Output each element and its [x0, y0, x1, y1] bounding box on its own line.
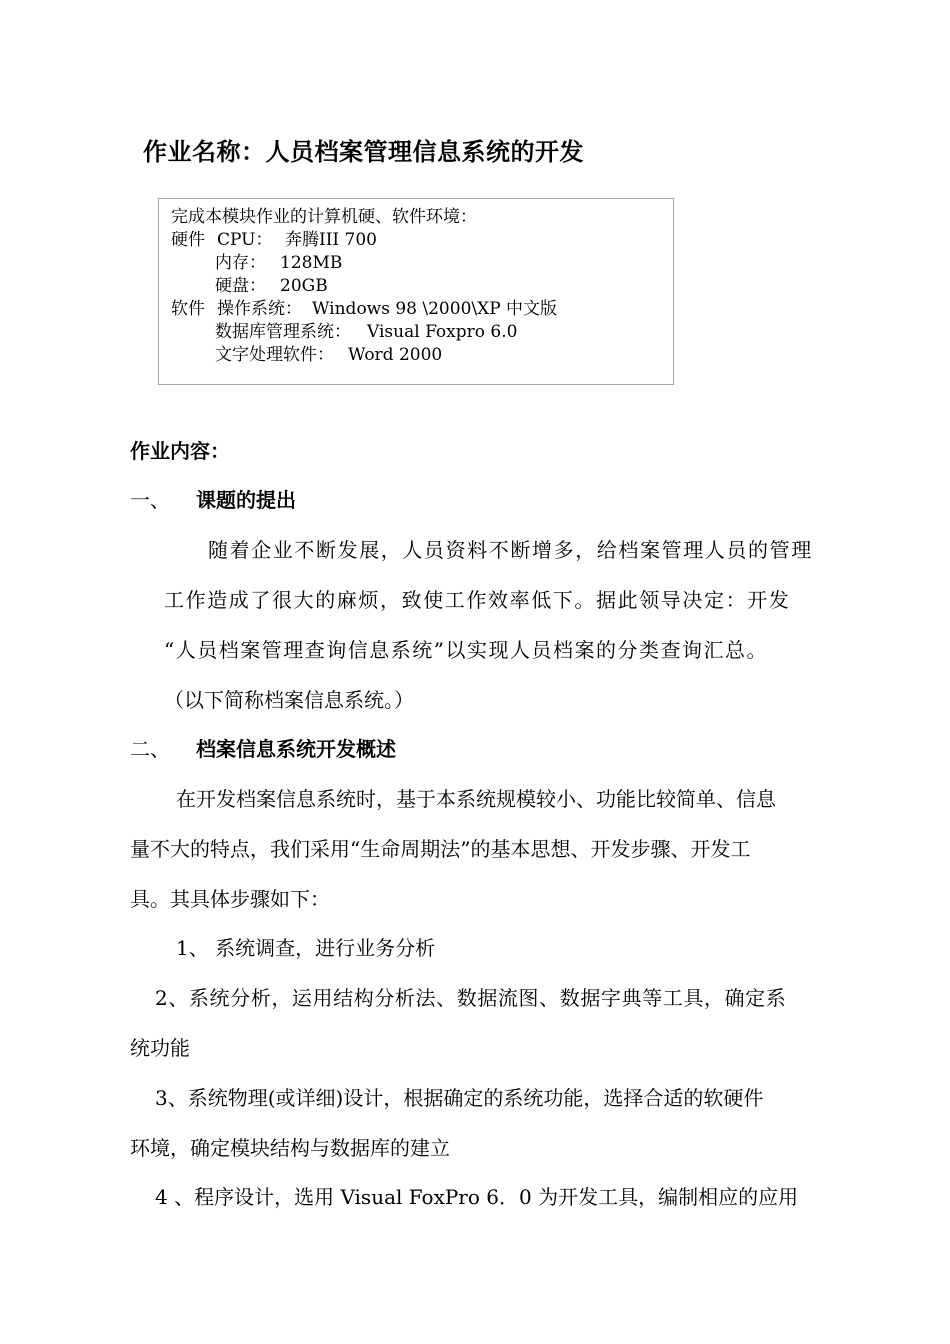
section-1-line: 工作造成了很大的麻烦，致使工作效率低下。据此领导决定：开发 — [164, 588, 791, 612]
hardware-label: 硬件 — [171, 230, 205, 250]
software-label: 软件 — [171, 299, 205, 319]
cpu-label: CPU： — [217, 230, 273, 250]
environment-intro: 完成本模块作业的计算机硬、软件环境： — [171, 207, 477, 227]
db-label: 数据库管理系统： — [215, 322, 351, 342]
section-1-number: 一、 — [130, 488, 170, 512]
section-2-heading — [130, 734, 396, 764]
memory-label: 内存： — [215, 253, 266, 273]
content-heading: 作业内容： — [130, 439, 230, 463]
section-1-heading — [130, 485, 296, 515]
disk-label: 硬盘： — [215, 276, 266, 296]
memory-value: 128MB — [280, 253, 343, 273]
db-value: Visual Foxpro 6.0 — [367, 322, 518, 342]
section-1-line: “人员档案管理查询信息系统”以实现人员档案的分类查询汇总。 — [164, 638, 768, 662]
disk-value: 20GB — [280, 276, 328, 296]
word-processor-value: Word 2000 — [348, 345, 443, 365]
section-2-number: 二、 — [130, 737, 170, 761]
section-2-step: 2、系统分析，运用结构分析法、数据流图、数据字典等工具，确定系 — [155, 986, 787, 1010]
section-1-title: 课题的提出 — [196, 488, 296, 512]
os-label: 操作系统： — [217, 299, 302, 319]
section-1-line: 随着企业不断发展，人员资料不断增多，给档案管理人员的管理 — [208, 538, 813, 562]
section-2-step: 1、 系统调查，进行业务分析 — [176, 936, 436, 960]
section-2-line: 量不大的特点，我们采用“生命周期法”的基本思想、开发步骤、开发工 — [130, 837, 751, 861]
section-2-step: 4 、程序设计，选用 Visual FoxPro 6．0 为开发工具，编制相应的应用 — [155, 1185, 799, 1209]
section-2-title: 档案信息系统开发概述 — [196, 737, 396, 761]
section-1-line: （以下简称档案信息系统。） — [164, 688, 414, 712]
os-value: Windows 98 \2000\XP 中文版 — [312, 299, 558, 319]
section-2-line: 环境，确定模块结构与数据库的建立 — [130, 1136, 450, 1160]
page-title: 作业名称：人员档案管理信息系统的开发 — [143, 138, 584, 166]
section-2-line: 具。其具体步骤如下： — [130, 887, 330, 911]
environment-box — [158, 198, 674, 385]
cpu-value: 奔腾III 700 — [285, 230, 377, 250]
section-2-line: 在开发档案信息系统时，基于本系统规模较小、功能比较简单、信息 — [176, 787, 776, 811]
section-2-step: 3、系统物理(或详细)设计，根据确定的系统功能，选择合适的软硬件 — [155, 1086, 764, 1110]
word-processor-label: 文字处理软件： — [215, 345, 334, 365]
section-2-line: 统功能 — [130, 1036, 190, 1060]
